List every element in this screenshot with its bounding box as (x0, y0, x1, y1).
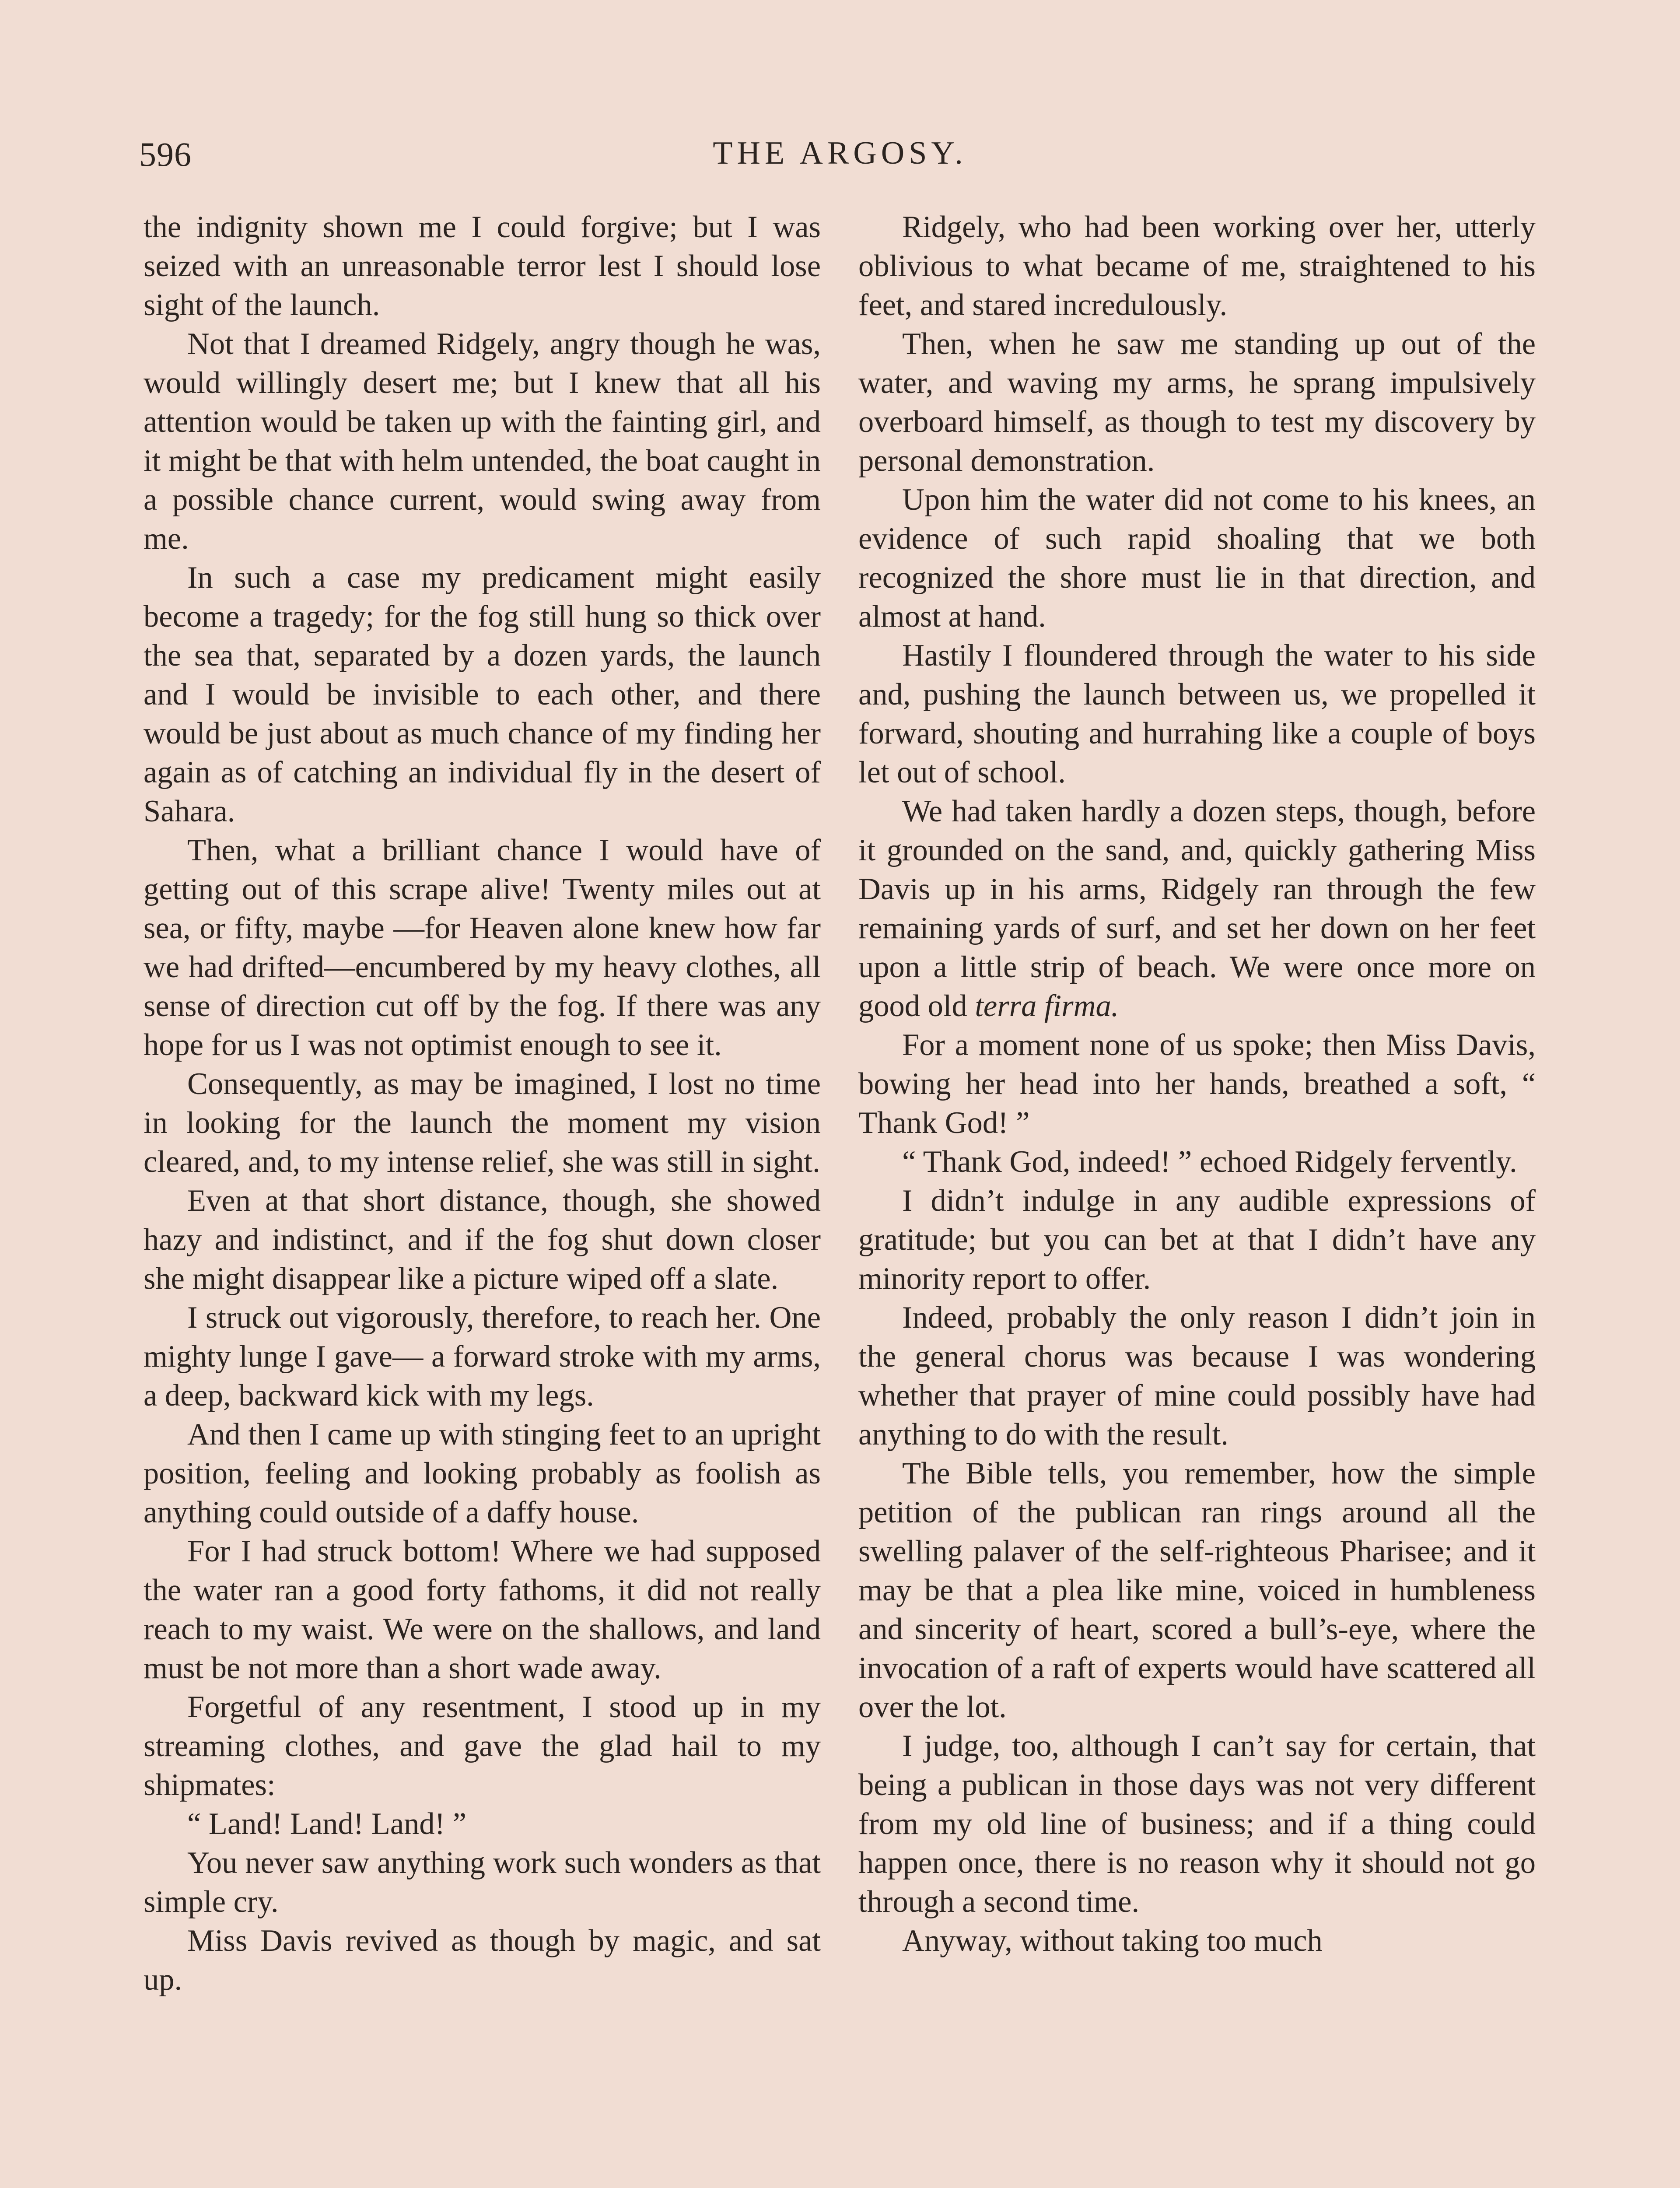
paragraph-text: I judge, too, although I can’t say for certain, that being a publican in those days was not very different from my old line of business; and if a thing could happen once, there is no reason why it should not go through a second time. (858, 1729, 1536, 1919)
paragraph-text: Consequently, as may be imagined, I lost no time in looking for the launch the moment my vision cleared, and, to my intense relief, she was still in sight. (144, 1067, 821, 1179)
paragraph (144, 1805, 821, 1844)
paragraph (858, 325, 1536, 480)
paragraph (858, 208, 1536, 325)
paragraph (858, 1026, 1536, 1143)
paragraph (144, 1688, 821, 1805)
paragraph-text: For I had struck bottom! Where we had supposed the water ran a good forty fathoms, it did not really reach to my waist. We were on the shallows, and land must be not more than a short wade away. (144, 1534, 821, 1685)
paragraph (858, 792, 1536, 1026)
right-column (858, 208, 1536, 1960)
paragraph (144, 558, 821, 831)
paragraph-text: Anyway, without taking too much (902, 1924, 1323, 1958)
paragraph (144, 1844, 821, 1922)
paragraph-text: And then I came up with stinging feet to an upright position, feeling and looking probably as foolish as anything could outside of a daffy house. (144, 1417, 821, 1529)
running-head: THE ARGOSY. (713, 135, 967, 171)
paragraph-text: I didn’t indulge in any audible expressions of gratitude; but you can bet at that I didn’t have any minority report to offer. (858, 1184, 1536, 1296)
paragraph-text: “ Thank God, indeed! ” echoed Ridgely fervently. (902, 1145, 1517, 1179)
paragraph (144, 1415, 821, 1532)
paragraph (144, 208, 821, 325)
paragraph-text: I struck out vigorously, therefore, to reach her. One mighty lunge I gave— a forward stroke with my arms, a deep, backward kick with my legs. (144, 1301, 821, 1413)
paragraph (858, 480, 1536, 636)
left-column (144, 208, 821, 1999)
paragraph (144, 831, 821, 1065)
paragraph-text: Miss Davis revived as though by magic, and sat up. (144, 1924, 821, 1997)
paragraph-text: For a moment none of us spoke; then Miss Davis, bowing her head into her hands, breathed a soft, “ Thank God! ” (858, 1028, 1536, 1140)
page-number: 596 (139, 135, 192, 173)
paragraph (858, 1727, 1536, 1922)
paragraph-text: We had taken hardly a dozen steps, though, before it grounded on the sand, and, quickly gathering Miss Davis up in his arms, Ridgely ran through the few remaining yards of surf, and set her down on her feet upon a little strip of beach. We were once more on good old (858, 794, 1536, 1023)
paragraph-text: Then, when he saw me standing up out of the water, and waving my arms, he sprang impulsively overboard himself, as though to test my discovery by personal demonstration. (858, 327, 1536, 478)
paragraph (144, 1065, 821, 1182)
paragraph-text: Upon him the water did not come to his knees, an evidence of such rapid shoaling that we both recognized the shore must lie in that direction, and almost at hand. (858, 483, 1536, 634)
paragraph-text: Not that I dreamed Ridgely, angry though he was, would willingly desert me; but I knew that all his attention would be taken up with the fainting girl, and it might be that with helm untended, the boat caught in a possible chance current, would swing away from me. (144, 327, 821, 556)
paragraph (144, 1182, 821, 1298)
paragraph (144, 1298, 821, 1415)
paragraph (858, 1454, 1536, 1727)
paragraph-text: the indignity shown me I could forgive; but I was seized with an unreasonable terror lest I should lose sight of the launch. (144, 210, 821, 322)
paragraph-text: In such a case my predicament might easily become a tragedy; for the fog still hung so thick over the sea that, separated by a dozen yards, the launch and I would be invisible to each other, and there would be just about as much chance of my finding her again as of catching an individual fly in the desert of Sahara. (144, 561, 821, 828)
paragraph (858, 1922, 1536, 1960)
paragraph-text: “ Land! Land! Land! ” (187, 1807, 467, 1841)
paragraph-text: Then, what a brilliant chance I would have of getting out of this scrape alive! Twenty miles out at sea, or fifty, maybe —for Heaven alone knew how far we had drifted—encumbered by my heavy clothes, all sense of direction cut off by the fog. If there was any hope for us I was not optimist enough to see it. (144, 833, 821, 1062)
paragraph-text: Ridgely, who had been working over her, utterly oblivious to what became of me, straightened to his feet, and stared incredulously. (858, 210, 1536, 322)
paragraph-text: The Bible tells, you remember, how the simple petition of the publican ran rings around all the swelling palaver of the self-righteous Pharisee; and it may be that a plea like mine, voiced in humbleness and sincerity of heart, scored a bull’s-eye, where the invocation of a raft of experts would have scattered all over the lot. (858, 1456, 1536, 1724)
paragraph-text: Indeed, probably the only reason I didn’t join in the general chorus was because I was wondering whether that prayer of mine could possibly have had anything to do with the result. (858, 1301, 1536, 1452)
italic-phrase: terra firma. (975, 989, 1119, 1023)
paragraph-text: Forgetful of any resentment, I stood up in my streaming clothes, and gave the glad hail to my shipmates: (144, 1690, 821, 1802)
paragraph (858, 636, 1536, 792)
paragraph (144, 1922, 821, 1999)
paragraph-text: Even at that short distance, though, she showed hazy and indistinct, and if the fog shut down closer she might disappear like a picture wiped off a slate. (144, 1184, 821, 1296)
paragraph (858, 1298, 1536, 1454)
paragraph (144, 1532, 821, 1688)
paragraph (858, 1143, 1536, 1182)
paragraph-text: Hastily I floundered through the water to his side and, pushing the launch between us, we propelled it forward, shouting and hurrahing like a couple of boys let out of school. (858, 638, 1536, 789)
paragraph (144, 325, 821, 558)
paragraph (858, 1182, 1536, 1298)
paragraph-text: You never saw anything work such wonders as that simple cry. (144, 1846, 821, 1919)
